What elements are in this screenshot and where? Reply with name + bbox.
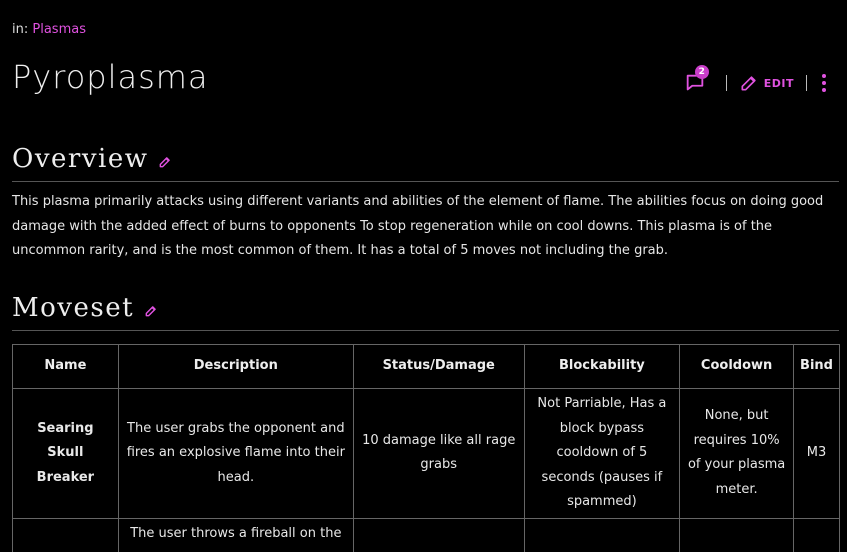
divider xyxy=(806,75,807,91)
page-actions xyxy=(684,68,829,98)
move-name: Searing Skull Breaker xyxy=(13,389,119,519)
breadcrumb xyxy=(12,22,86,37)
edit-label: EDIT xyxy=(763,76,794,90)
page-title: Pyroplasma xyxy=(12,58,209,96)
section-divider xyxy=(12,181,839,182)
kebab-dot xyxy=(822,74,826,78)
column-header-damage: Status/Damage xyxy=(353,345,524,389)
moveset-heading xyxy=(12,293,158,323)
table-row xyxy=(13,518,840,552)
edit-section-icon[interactable] xyxy=(144,304,158,318)
comment-count-badge: 2 xyxy=(695,65,709,79)
pencil-icon xyxy=(739,73,759,93)
comments-button[interactable] xyxy=(684,67,706,94)
category-link[interactable]: Plasmas xyxy=(32,22,86,37)
table-row xyxy=(13,389,840,519)
more-options-button[interactable] xyxy=(819,74,829,92)
table-header-row xyxy=(13,345,840,389)
column-header-bind: Bind xyxy=(794,345,840,389)
overview-text: This plasma primarily attacks using different variants and abilities of the element of flame. The abilities focus on doing good damage with the added effect of burns to opponents To stop regeneration while on cool downs. This plasma is of the uncommon rarity, and is the most common of them. It has a total of 5 moves not including the grab. xyxy=(12,194,824,258)
move-blockability: Not Parriable, Has a block bypass cooldown of 5 seconds (pauses if spammed) xyxy=(524,389,680,519)
move-cooldown: None, but requires 10% of your plasma meter. xyxy=(680,389,794,519)
breadcrumb-prefix: in: xyxy=(12,22,29,37)
column-header-blockability: Blockability xyxy=(524,345,680,389)
moveset-heading-text: Moveset xyxy=(12,293,135,323)
divider xyxy=(726,75,727,91)
column-header-name: Name xyxy=(13,345,119,389)
section-divider xyxy=(12,330,839,331)
overview-heading-text: Overview xyxy=(12,144,149,174)
move-cooldown xyxy=(680,518,794,552)
column-header-cooldown: Cooldown xyxy=(680,345,794,389)
edit-section-icon[interactable] xyxy=(158,155,172,169)
move-description: The user grabs the opponent and fires an explosive flame into their head. xyxy=(118,389,353,519)
move-damage: 10 damage like all rage grabs xyxy=(353,389,524,519)
overview-heading xyxy=(12,144,172,174)
move-blockability xyxy=(524,518,680,552)
moveset-table xyxy=(12,344,840,552)
move-bind: M3 xyxy=(794,389,840,519)
move-damage xyxy=(353,518,524,552)
edit-button[interactable] xyxy=(739,73,794,93)
column-header-description: Description xyxy=(118,345,353,389)
kebab-dot xyxy=(822,88,826,92)
move-bind xyxy=(794,518,840,552)
move-description: The user throws a fireball on the xyxy=(118,518,353,552)
kebab-dot xyxy=(822,81,826,85)
move-name xyxy=(13,518,119,552)
